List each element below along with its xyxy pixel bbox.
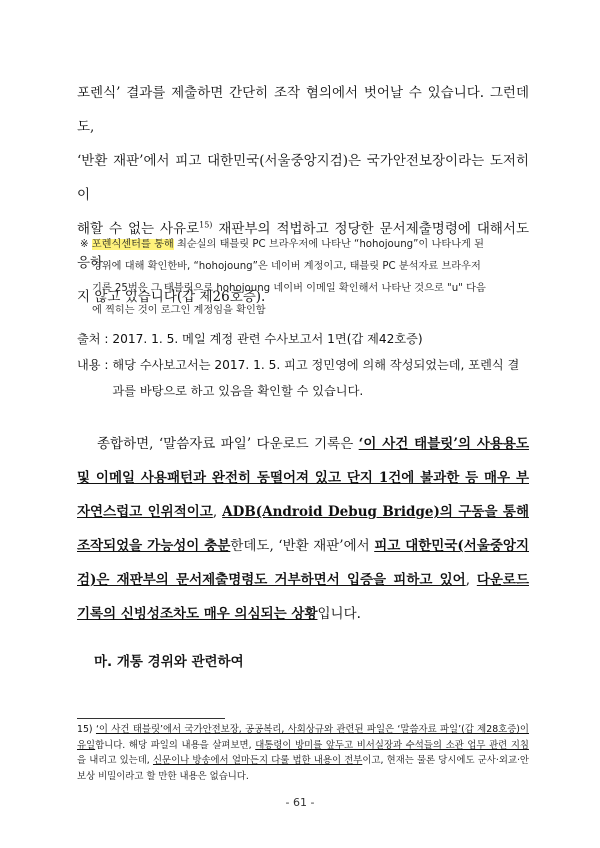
paragraph-1-line-1: 포렌식’ 결과를 제출하면 간단히 조작 혐의에서 벗어날 수 있습니다. 그런데도, [77,85,529,135]
paragraph-1-line-3a: 해할 수 없는 사유로 [77,221,200,237]
paragraph-2-emphasis-2: ADB(Android Debug Bridge)의 구동을 통해 조작되었을 가능성이 충분 [77,504,529,554]
footnote-underlined-3: 신문이나 방송에서 얼마든지 다룰 법한 내용이 전부 [152,755,363,766]
page-number: - 61 - [285,796,315,809]
paragraph-1-line-4: 지 않고 있습니다(갑 제26호증). [77,289,266,305]
note-line-1-rest: 최순실의 태블릿 PC 브라우저에 나타난 “hohojoung”이 나타나게 된 [173,239,484,250]
note-highlight: 포렌식센터를 통해 [91,239,174,250]
note-line-4: 에 찍히는 것이 로그인 계정임을 확인함 [92,305,266,316]
paragraph-2-emphasis-1: ‘이 사건 태블릿’의 사용용도 및 이메일 사용패턴과 완전히 동떨어져 있고 단지 1건에 불과한 등 매우 부자연스럽고 인위적이고 [77,436,530,520]
footnote-underlined-2: 대통령이 방미를 앞두고 비서실장과 수석들의 소관 업무 관련 지침 [255,739,529,751]
content-text: 해당 수사보고서는 2017. 1. 5. 피고 정민영에 의해 작성되었는데, 포렌식 결과를 바탕으로 하고 있음을 확인할 수 있습니다. [112,358,520,398]
paragraph-1-line-3b: 재판부의 적법하고 정당한 문서제출명령에 대해서도 응하 [77,221,529,271]
paragraph-2-emphasis-4: 다운로드 기록의 신빙성조차도 매우 의심되는 상황 [77,572,529,622]
note-mark: ※ [80,239,92,250]
reference-note [80,234,528,322]
footnote-number: 15) [77,724,96,735]
paragraph-2-text-5: 입니다. [317,606,361,622]
paragraph-2-text-1: 종합하면, ‘말씀자료 파일’ 다운로드 기록은 [97,436,359,452]
footnote-text-3: 이고, 현재는 물론 당시에도 군사·외교·안보상 비밀이라고 할 만한 내용은 없습니다. [77,755,529,782]
footnote-text-1: 합니다. 해당 파일의 내용을 살펴보면, [95,739,256,751]
footnote-divider [77,718,225,719]
source-label: 출처 : [77,332,113,346]
source-block [77,326,529,404]
footnote [77,722,529,784]
paragraph-2-text-2: , [212,504,223,520]
paragraph-2-text-4: , [465,572,477,588]
section-heading: 마. 개통 경위와 관련하여 [94,654,244,670]
paragraph-1-line-2: ‘반환 재판’에서 피고 대한민국(서울중앙지검)은 국가안전보장이라는 도저히 이 [77,153,529,203]
footnote-reference[interactable]: 15) [199,220,213,230]
source-row [77,326,529,352]
footnote-text-2: 을 내리고 있는데, [77,755,153,766]
note-line-3: 기록 25번은 그 태블릿으로 hohojoung 네이버 이메일 확인해서 나타난 것으로 "u" 다음 [92,283,486,294]
paragraph-2-emphasis-3: 피고 대한민국(서울중앙지검)은 재판부의 문서제출명령도 거부하면서 입증을 피하고 있어 [77,538,529,588]
source-text: 2017. 1. 5. 메일 계정 관련 수사보고서 1면(갑 제42호증) [112,332,423,346]
content-label: 내용 : [77,358,113,372]
paragraph-2-text-3: 한데도, ‘반환 재판’에서 [230,538,375,554]
content-row [77,352,529,404]
note-line-1 [80,234,528,256]
footnote-underlined-1: ‘이 사건 태블릿’에서 국가안전보장, 공공복리, 사회상규와 관련된 파일은 ‘말씀자료 파일’(갑 제28호증)이 유일 [77,724,529,751]
paragraph-2 [77,427,529,631]
note-line-2: 경위에 대해 확인한바, “hohojoung”은 네이버 계정이고, 태블릿 PC 분석자료 브라우저 [92,261,481,272]
